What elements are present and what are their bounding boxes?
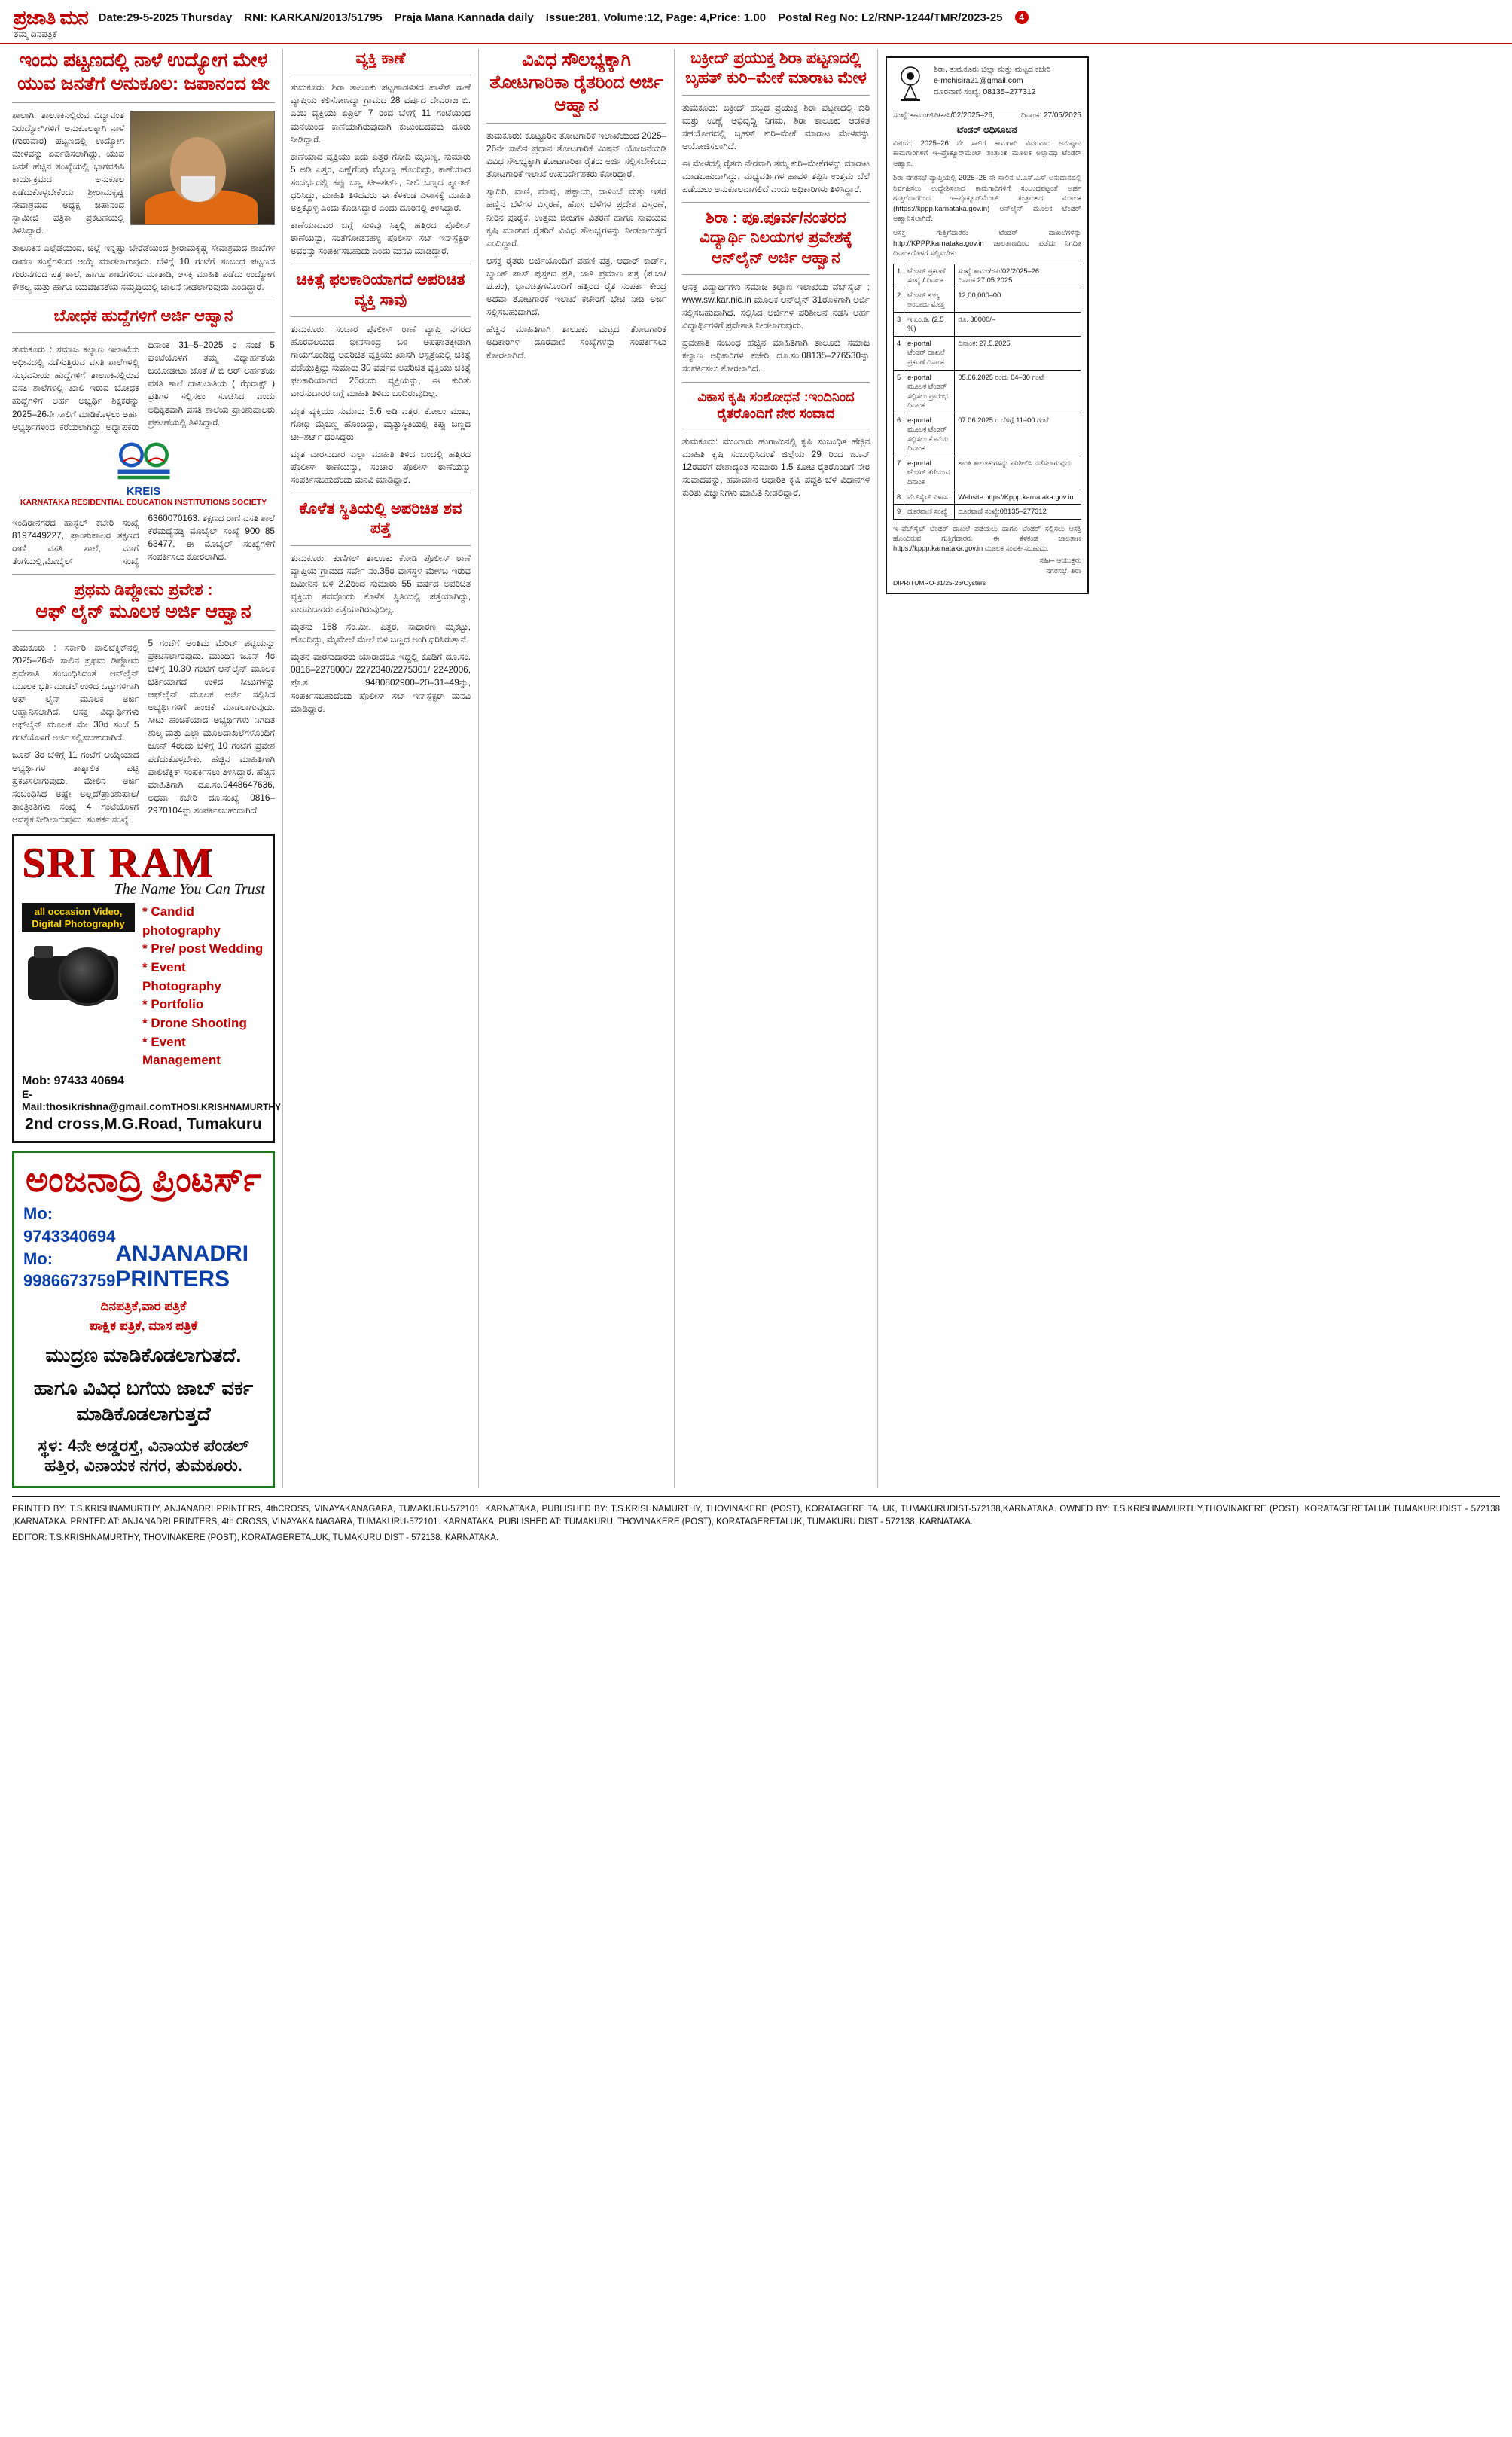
ad-sriram-badge: all occasion Video, Digital Photography bbox=[22, 903, 135, 932]
article-body-p2: ಮೃತನು 168 ಸೆಂ.ಮೀ. ಎತ್ತರ, ಸಾಧಾರಣ ಮೈಕಟ್ಟು, ಹೊಂದಿದ್ದು, ಮೈಮೇಲೆ ಮೇಲೆ ಬಿಳಿ ಬಣ್ಣದ ಅಂಗಿ ಧರಿಸಿರುತ್ತಾನೆ. bbox=[291, 621, 471, 645]
ad-sri-ram[interactable] bbox=[12, 834, 282, 1143]
table-row bbox=[894, 505, 1081, 520]
headline-missing-person: ವ್ಯಕ್ತಿ ಕಾಣೆ bbox=[355, 50, 406, 67]
article-employment-p1: ಶಾಲಾಗಿ: ತಾಲೂಕಿನಲ್ಲಿರುವ ವಿದ್ಯಾವಂತ ನಿರುದ್ಯೋಗಿಗಳಿಗೆ ಅನುಕೂಲಕ್ಕಾಗಿ ನಾಳೆ (ಗುರುವಾರ) ಪಟ್ಟಣದಲ್ಲಿ ಉದ್ಯೋಗ ಮೇಳವನ್ನು ಏರ್ಪಡಿಸಲಾಗಿದ್ದು, ಯುವ ಜನತೆ ಹೆಚ್ಚಿನ ಸಂಖ್ಯೆಯಲ್ಲಿ ಭಾಗವಹಿಸಿ ಕಾರ್ಯಕ್ರಮದ ಅನುಕೂಲ ಪಡೆದುಕೊಳ್ಳಬೇಕೆಂದು ಶ್ರೀರಾಮಕೃಷ್ಣ ಸೇವಾಶ್ರಮದ ಅಧ್ಯಕ್ಷ ಜಪಾನಂದ ಸ್ವಾಮೀಜಿ ಪತ್ರಿಕಾ ಪ್ರಕಟಣೆಯಲ್ಲಿ ತಿಳಿಸಿದ್ದಾರೆ. bbox=[12, 109, 124, 236]
tender-footnote: ಇ–ವೆಬ್‌ಸೈಟ್ ಟೆಂಡರ್ ದಾಖಲೆ ಪಡೆಯಲು ಹಾಗೂ ಟೆಂಡರ್ ಸಲ್ಲಿಸಲು ಆಸಕ್ತಿ ಹೊಂದಿರುವ ಗುತ್ತಿಗೆದಾರರು ಈ ಕೆಳಕಂಡ ಜಾಲತಾಣ https://kppp.karnataka.gov.in ಮೂಲಕ ಸಂಪರ್ಕಿಸಬಹುದು. bbox=[893, 523, 1081, 552]
tender-org: ಶಿರಾ, ತುಮಕೂರು ಜಿಲ್ಲಾ ಮತ್ತು ಮಟ್ಟದ ಕಚೇರಿ bbox=[934, 65, 1051, 74]
article-teaching-contacts: ಇಂದಿರಾನಗರದ ಹಾಸ್ಟೆಲ್ ಕಚೇರಿ ಸಂಖ್ಯೆ 8197449227, ಪ್ರಾಂಶುಪಾಲರ ತಕ್ಷಣದ ರಾಣಿ ವಸತಿ ಶಾಲೆ, ಮಾಗೆ ತೆಂಗೆಯಲ್ಲಿ,ಮೊಬೈಲ್ ಸಂಖ್ಯೆ 6360070163. ತಕ್ಷಣದ ರಾಣಿ ವಸತಿ ಶಾಲೆ ಕೆರೆಮಧ್ಯೆನಡ್ಡಿ ಮೊಬೈಲ್ ಸಂಖ್ಯೆ 900 85 63477, ಈ ಮೊಬೈಲ್ ಸಂಖ್ಯೆಗಳಿಗೆ ಸಂಪರ್ಕಿಸಲು ಕೋರಲಾಗಿದೆ. bbox=[12, 512, 275, 567]
headline-unidentified-death: ಚಿಕಿತ್ಸೆ ಫಲಕಾರಿಯಾಗದೆ ಅಪರಿಚಿತ ವ್ಯಕ್ತಿ ಸಾವು bbox=[296, 271, 465, 309]
ad-service-item: * Candid photography bbox=[142, 904, 221, 938]
table-row bbox=[894, 370, 1081, 413]
ad-service-item: * Event Photography bbox=[142, 959, 221, 993]
headline-teaching-posts: ಬೋಧಕ ಹುದ್ದೆಗಳಿಗೆ ಅರ್ಜಿ ಆಹ್ವಾನ bbox=[53, 307, 233, 325]
ad-sriram-tagline: The Name You Can Trust bbox=[114, 881, 265, 898]
article-diploma-p2: ಜೂನ್ 3ರ ಬೆಳಿಗ್ಗೆ 11 ಗಂಟೆಗೆ ಆಯ್ಕೆಯಾದ ಅಭ್ಯರ್ಥಿಗಳ ತಾತ್ಕಾಲಿಕ ಪಟ್ಟಿ ಪ್ರಕಟಿಸಲಾಗುವುದು. ಮೇಲಿನ ಅರ್ಜಿ ಸಂಬಂಧಿಸಿದ ಅಷ್ಟೇ ಅಲ್ಲದೆ/ಪ್ರಾಂಶುಪಾಲ/ ತಾಂತ್ರಿಕತಿಗಳು ಸಂಖ್ಯೆ 4 ಗಂಟೆಯೊಳಗೆ ಆವಶ್ಯಕ ನೀಡಿಲಾಗುವುದು. ಸಂಪರ್ಕ ಸಂಖ್ಯೆ bbox=[12, 749, 139, 825]
cell-value: 05.06.2025 ರಂದು 04–30 ಗಂಟೆ bbox=[955, 370, 1081, 413]
kreis-logo-icon bbox=[110, 440, 178, 483]
tender-title: ಟೆಂಡರ್ ಅಧಿಸೂಚನೆ bbox=[957, 124, 1017, 135]
ad-anjanadri-line-1: ದಿನಪತ್ರಿಕೆ,ವಾರ ಪತ್ರಿಕೆ bbox=[100, 1299, 187, 1314]
tender-para-1: ಶಿರಾ ನಗರಸಭೆ ವ್ಯಾಪ್ತಿಯಲ್ಲಿ 2025–26 ನೇ ಸಾಲಿನ ಟಿ.ಎಸ್.ಎಸ್ ಅನುದಾನದಲ್ಲಿ ನಿರ್ವಹಿಸಲು ಉದ್ದೇಶಿಸಲಾದ ಕಾಮಗಾರಿಗಳಿಗೆ ಸಂಬಂಧಪಟ್ಟಂತೆ ಅರ್ಹ ಗುತ್ತಿಗೆದಾರರಿಂದ ಇ–ಪ್ರೊಕ್ಯೂರ್‌ಮೆಂಟ್ ತಂತ್ರಾಂಶದ ಮೂಲಕ (https://kppp.karnataka.gov.in) ಆನ್‌ಲೈನ್ ಮೂಲಕ ಟೆಂಡರ್ ಆಹ್ವಾನಿಸಲಾಗಿದೆ. bbox=[893, 174, 1081, 223]
rni-number: RNI: KARKAN/2013/51795 bbox=[244, 11, 383, 24]
cell-value: Website:https//Kppp.karnataka.gov.in bbox=[955, 490, 1081, 505]
cell-sl: 8 bbox=[894, 490, 904, 505]
tender-intro: ವಿಷಯ: 2025–26 ನೇ ಸಾಲಿಗೆ ಕಾಮಗಾರಿ ವಿವರವಾದ ಅನುಷ್ಠಾನ ಕಾಮಗಾರಿಗಳಿಗೆ ಇ–ಪ್ರೊಕ್ಯೂರ್‌ಮೆಂಟ್ ತಂತ್ರಾಂಶ ಮೂಲಕ ಅಲ್ಪಾವಧಿ ಟೆಂಡರ್ ಆಹ್ವಾನ. bbox=[893, 139, 1081, 168]
article-diploma-p3: 5 ಗಂಟೆಗೆ ಅಂತಿಮ ಮೆರಿಟ್ ಪಟ್ಟಿಯನ್ನು ಪ್ರಕಟಿಸಲಾಗುವುದು. ಮುಂದಿನ ಜೂನ್ 4ರ ಬೆಳಿಗ್ಗೆ 10.30 ಗಂಟೆಗೆ ಆನ್‌ಲೈನ್ ಮೂಲಕ ಭರ್ತಿಯಾಗದೆ ಉಳಿದ ಸೀಟುಗಳನ್ನು ಆಫ್‌ಲೈನ್ ಮೂಲಕ ಅರ್ಜಿ ಸಲ್ಲಿಸಿದ ಅಭ್ಯರ್ಥಿಗಳಿಗೆ ಹಂಚಿಕೆ ಮಾಡಲಾಗುವುದು. ಸೀಟು ಹಂಚಿಕೆಯಾದ ಅಭ್ಯರ್ಥಿಗಳು ನಿಗದಿತ ಶುಲ್ಕ ಮತ್ತು ಎಲ್ಲಾ ಮೂಲದಾಖಲೆಗಳೊಂದಿಗೆ ಜೂನ್ 4ರಂದು ಬೆಳಿಗ್ಗೆ 10 ಗಂಟೆಗೆ ಪ್ರವೇಶ ಪಡೆದುಕೊಳ್ಳಬೇಕು. ಹೆಚ್ಚಿನ ಮಾಹಿತಿಗಾಗಿ ಪಾಲಿಟೆಕ್ನಿಕ್ ಸಂಪರ್ಕಿಸಲು ತಿಳಿಸಿದ್ದಾರೆ. ಹೆಚ್ಚಿನ ಮಾಹಿತಿಗಾಗಿ ದೂ.ಸಂ.9448647636, ಅಥವಾ ಕಚೇರಿ ದೂ.ಸಂಖ್ಯೆ 0816–2970104ನ್ನು ಸಂಪರ್ಕಿಸಬಹುದಾಗಿದೆ. bbox=[148, 637, 275, 816]
camera-icon bbox=[22, 937, 135, 1006]
tender-email: e-mchisira21@gmail.com bbox=[934, 76, 1023, 86]
ad-service-item: * Event Management bbox=[142, 1034, 221, 1068]
article-horticulture-p2: ಸ್ವಾದಿರಿ, ವಾಣಿ, ಮಾವು, ಪಪ್ಪಾಯ, ದಾಳಿಂಬೆ ಮತ್ತು ಇತರೆ ಹಣ್ಣಿನ ಬೆಳೆಗಳ ವಿಸ್ತರಣೆ, ಹೊಸ ಬೆಳೆಗಳ ಪ್ರದೇಶ ವಿಸ್ತರಣೆ, ನೀರಿನ ಪೂರೈಕೆ, ಉತ್ತಮ ಬೀಜಗಳ ವಿತರಣೆ ಹಾಗೂ ಸಾವಯವ ಕೃಷಿ ಮಾಡುವ ರೈತರಿಗೆ ವಿವಿಧ ಸೌಲಭ್ಯಗಳನ್ನು ನೀಡಲಾಗುತ್ತದೆ ಎಂದಿದ್ದಾರೆ. bbox=[486, 186, 666, 249]
publication-date: Date:29-5-2025 Thursday bbox=[98, 11, 233, 24]
table-row bbox=[894, 264, 1081, 288]
article-teaching-p1: ತುಮಕೂರು : ಸಮಾಜ ಕಲ್ಯಾಣ ಇಲಾಖೆಯ ಅಧೀನದಲ್ಲಿ ನಡೆಸುತ್ತಿರುವ ವಸತಿ ಶಾಲೆಗಳಲ್ಲಿ ಸಂಭವನೀಯ ಹುದ್ದೆಗಳಿಗೆ ತಾಲೂಕಿನಲ್ಲಿರುವ ವಸತಿ ಶಾಲೆಗಳಲ್ಲಿ ಖಾಲಿ ಇರುವ ಬೋಧಕ ಹುದ್ದೆಗಳಿಗೆ ಅರ್ಹ ಅಭ್ಯರ್ಥಿ ಶಿಕ್ಷಕರನ್ನು 2025–26ನೇ ಸಾಲಿಗೆ ಮಾಡಿಕೊಳ್ಳಲು ಅರ್ಹ ಅಭ್ಯರ್ಥಿಗಳಿಂದ ಕರೆಯಲಾಗಿದ್ದು ಅಧ್ಯಾಪಕರು ದಿನಾಂಕ 31–5–2025 ರ ಸಂಜೆ 5 ಘಂಟೆಯೊಳಗೆ ತಮ್ಮ ವಿದ್ಯಾರ್ಹತೆಯ ಬಯೋಡೇಟಾ ಜೊತೆ // ಬಿ ಆರ್ ಅರ್ಹತೆಯ ವಸತಿ ಶಾಲೆ ದಾಖಲಾತಿಯ ( ಝೆರಾಕ್ಸ್ ) ಪ್ರತಿಗಳ ಸಲ್ಲಿಸಲು ಸೂಚಿಸಿದ ಎಂದು ಅಧಿಕೃತವಾಗಿ ವಸತಿ ಶಾಲೆಯ ಪ್ರಾಂಶುಪಾಲರು ಪ್ರಕಟಣೆಯಲ್ಲಿ ತಿಳಿಸಿದ್ದಾರೆ. bbox=[12, 340, 275, 432]
cell-desc: e-portal ಟೆಂಡರ್ ದಾಖಲೆ ಪ್ರಕಟಣೆ ದಿನಾಂಕ bbox=[904, 336, 955, 370]
article-goat-p2: ಈ ಮೇಳದಲ್ಲಿ ರೈತರು ನೇರವಾಗಿ ತಮ್ಮ ಕುರಿ–ಮೇಕೆಗಳನ್ನು ಮಾರಾಟ ಮಾಡಬಹುದಾಗಿದ್ದು, ಮಧ್ಯವರ್ತಿಗಳ ಹಾವಳಿ ತಪ್ಪಿಸಿ ಉತ್ತಮ ಬೆಲೆ ಪಡೆಯಲು ಅನುಕೂಲವಾಗಲಿದೆ ಎಂದು ಅಧಿಕಾರಿಗಳು ತಿಳಿಸಿದ್ದಾರೆ. bbox=[682, 157, 870, 195]
cell-desc: e-portal ಮೂಲಕ ಟೆಂಡರ್ ಸಲ್ಲಿಸಲು ಕೊನೆಯ ದಿನಾಂಕ bbox=[904, 413, 955, 456]
column-left bbox=[12, 49, 283, 1488]
headline-diploma-admission: ಪ್ರಥಮ ಡಿಪ್ಲೋಮ ಪ್ರವೇಶ : bbox=[74, 581, 213, 599]
column-five bbox=[878, 49, 1089, 1488]
ad-service-item: * Pre/ post Wedding bbox=[142, 941, 264, 956]
ad-sriram-title: SRI RAM bbox=[22, 840, 215, 887]
table-row bbox=[894, 456, 1081, 490]
article-horticulture-p1: ತುಮಕೂರು: ಕೊಟ್ಟೂರಿನ ತೋಟಗಾರಿಕೆ ಇಲಾಖೆಯಿಂದ 2025–26ನೇ ಸಾಲಿನ ಪ್ರಧಾನ ತೋಟಗಾರಿಕೆ ಮಿಷನ್ ಯೋಜನೆಯಡಿ ವಿವಿಧ ಸೌಲಭ್ಯಕ್ಕಾಗಿ ತೋಟಗಾರಿಕಾ ರೈತರು ಅರ್ಜಿ ಸಲ್ಲಿಸಬೇಕೆಂದು ತೋಟಗಾರಿಕೆ ಇಲಾಖೆ ಉಪನಿರ್ದೇಶಕರು ಕೋರಿದ್ದಾರೆ. bbox=[486, 130, 666, 180]
cell-sl: 5 bbox=[894, 370, 904, 413]
article-diploma-p1: ತುಮಕೂರು : ಸರ್ಕಾರಿ ಪಾಲಿಟೆಕ್ನಿಕ್‌ನಲ್ಲಿ 2025–26ನೇ ಸಾಲಿನ ಪ್ರಥಮ ಡಿಪ್ಲೋಮ ಪ್ರವೇಶಾತಿ ಸಂಬಂಧಿಸಿದಂತೆ ಆನ್‌ಲೈನ್ ಮೂಲಕ ಭರ್ತಿಮಾಡಲೆ ಉಳಿದ ಒಟ್ಟುಗಳಿಗಾಗಿ ಆಫ್ ಲೈನ್ ಮೂಲಕ ಅರ್ಜಿ ಆಹ್ವಾನಿಸಲಾಗಿದೆ. ಆಸಕ್ತ ವಿದ್ಯಾರ್ಥಿಗಳು ಆಫ್‌ಲೈನ್ ಮೂಲಕ ಮೇ 30ರ ಸಂಜೆ 5 ಗಂಟೆಯೊಳಗೆ ಅರ್ಜಿ ಸಲ್ಲಿಸಬಹುದಾಗಿದೆ. bbox=[12, 642, 139, 743]
cell-desc: ದೂರವಾಣಿ ಸಂಖ್ಯೆ bbox=[904, 505, 955, 520]
table-row bbox=[894, 312, 1081, 336]
cell-sl: 6 bbox=[894, 413, 904, 456]
article-body-p3: ಮೃತನ ವಾರಸುದಾರರು ಯಾರಾದರೂ ಇದ್ದಲ್ಲಿ ಕೊಡಿಗೆ ದೂ.ಸಂ. 0816–2278000/ 2272340/2275301/ 2242006, ಪೊ.ಸ 9480802900–20–31–49ನ್ನು, ಸಂಪರ್ಕಿಸಬಹುದೆಂದು ಪೊಲೀಸ್ ಸಬ್ ಇನ್‌ಸ್ಪೆಕ್ಟರ್ ಮನವಿ ಮಾಡಿದ್ದಾರೆ. bbox=[291, 651, 471, 714]
ad-anjanadri-address: ಸ್ಥಳ: 4ನೇ ಅಡ್ಡರಸ್ತೆ, ವಿನಾಯಕ ಪೆಂಡಲ್ ಹತ್ತಿರ, ವಿನಾಯಕ ನಗರ, ತುಮಕೂರು. bbox=[38, 1435, 249, 1475]
table-row bbox=[894, 413, 1081, 456]
daily-name: Praja Mana Kannada daily bbox=[394, 11, 534, 24]
column-two bbox=[283, 49, 479, 1488]
ad-sriram-mobile: Mob: 97433 40694 bbox=[22, 1074, 125, 1087]
table-row bbox=[894, 288, 1081, 312]
tender-date: ದಿನಾಂಕ: 27/05/2025 bbox=[1020, 111, 1081, 120]
newspaper-logo bbox=[14, 8, 88, 38]
ad-sriram-address: 2nd cross,M.G.Road, Tumakuru bbox=[25, 1115, 262, 1133]
cell-value: ರೂ. 30000/– bbox=[955, 312, 1081, 336]
government-emblem-icon bbox=[893, 64, 928, 106]
cell-desc: ವೆಬ್‌ಸೈಟ್ ವಿಳಾಸ bbox=[904, 490, 955, 505]
headline-horticulture: ವಿವಿಧ ಸೌಲಭ್ಯಕ್ಕಾಗಿ ತೋಟಗಾರಿಕಾ ರೈತರಿಂದ ಅರ್ಜಿ ಆಹ್ವಾನ bbox=[489, 50, 663, 115]
tender-phone: ದೂರವಾಣಿ ಸಂಖ್ಯೆ: 08135–277312 bbox=[934, 87, 1036, 97]
tender-ref: ಸಂಖ್ಯೆ:ತಾಮಂ/ಜಿಪಿ/ಕಾಸಿ/02/2025–26, bbox=[893, 111, 995, 120]
kreis-subtitle: KARNATAKA RESIDENTIAL EDUCATION INSTITUTIONS SOCIETY bbox=[20, 497, 267, 507]
column-three bbox=[479, 49, 675, 1488]
article-death-p1: ತುಮಕೂರು: ಸಂಚಾರ ಪೊಲೀಸ್ ಠಾಣೆ ವ್ಯಾಪ್ತಿ ನಗರದ ಹೊರವಲಯದ ಭೀನಸಾಂದ್ರ ಬಳಿ ಅಪಘಾತಕ್ಕೀಡಾಗಿ ಗಾಯಗೊಂಡಿದ್ದ ಅಪರಿಚಿತ ವ್ಯಕ್ತಿಯು ಖಾಸಗಿ ಆಸ್ಪತ್ರೆಯಲ್ಲಿ ಚಿಕಿತ್ಸೆ ಪಡೆಯುತ್ತಿದ್ದು ಸುಮಾರು 30 ವರ್ಷದ ಅಪರಿಚಿತ ವ್ಯಕ್ತಿಯು ಚಿಕಿತ್ಸೆ ಫಲಕಾರಿಯಾಗದೆ 26ರಂದು ವ್ಯಕ್ತಿಯನ್ನು, ಈ ಕುರಿತು ವಾರಸುದಾರರ ಬಗ್ಗೆ ಮಾಹಿತಿ ತಿಳಿದು ಬಂದಿರುವುದಿಲ್ಲ. bbox=[291, 323, 471, 399]
article-hostel-p2: ಪ್ರವೇಶಾತಿ ಸಂಬಂಧ ಹೆಚ್ಚಿನ ಮಾಹಿತಿಗಾಗಿ ತಾಲೂಕು ಸಮಾಜ ಕಲ್ಯಾಣ ಅಧಿಕಾರಿಗಳ ಕಚೇರಿ ದೂ.ಸಂ.08135–276530ನ್ನು ಸಂಪರ್ಕಿಸಲು ಕೋರಲಾಗಿದೆ. bbox=[682, 337, 870, 374]
ad-sriram-owner: THOSI.KRISHNAMURTHY bbox=[171, 1101, 282, 1112]
cell-value: ದಿನಾಂಕ: 27.5.2025 bbox=[955, 336, 1081, 370]
cell-value: 12,00,000–00 bbox=[955, 288, 1081, 312]
tender-sign-1: ಸಹಿ/– ಆಯುಕ್ತರು bbox=[1039, 557, 1081, 566]
article-missing-p2: ಕಾಣೆಯಾದ ವ್ಯಕ್ತಿಯು ಐದು ಎತ್ತರ ಗೋದಿ ಮೈಬಣ್ಣ, ಸುಮಾರು 5 ಅಡಿ ಎತ್ತರ, ಎಣ್ಣೆಗೆಂಪು ಮೈಬಣ್ಣ ಹೊಂದಿದ್ದು, ಕಾಣೆಯಾದ ಸಂದರ್ಭದಲ್ಲಿ ಕಪ್ಪು ಬಣ್ಣ ಟೀ–ಶರ್ಟ್, ನೀಲಿ ಬಣ್ಣದ ಪ್ಯಾಂಟ್ ಧರಿಸಿದ್ದು, ಮಾಹಿತಿ ತಿಳಿದವರು ಈ ಕೆಳಕಂಡ ವಿಳಾಸಕ್ಕೆ ಮಾಹಿತಿ ಅತ್ತಿಕ್ಕೊಳ್ಳಿ ಎಂದು ಕೊಡಿಸಿದ್ದಾರೆ ಎಂದು ದೂರಿನಲ್ಲಿ ತಿಳಿಸಿದ್ದಾರೆ. bbox=[291, 151, 471, 214]
footer-editor: EDITOR: T.S.KRISHNAMURTHY, THOVINAKERE (POST), KORATAGERETALUK, TUMAKURU DIST - 572138. KARNATAKA. bbox=[12, 1533, 499, 1543]
footer-imprint: PRINTED BY: T.S.KRISHNAMURTHY, ANJANADRI PRINTERS, 4thCROSS, VINAYAKANAGARA, TUMAKURU-572101. KARNATAKA, PUBLISHED BY: T.S.KRISHNAMURTHY, THOVINAKERE (POST), KORATAGERE TALUK, TUMAKURUDIST-572138,KARNATAKA. OWNED BY: T.S.KRISHNAMURTHY,THOVINAKERE (POST), KORATAGERETALUK,TUMAKURUDIST - 572138 ,KARNATAKA. PRNTED AT: ANJANADRI PRINTERS, 4th CROSS, VINAYAKA NAGARA, TUMAKURU-572101. KARNATAKA, PUBLISHED AT: TUMAKURU, THOVINAKERE (POST), KORATAGERETALUK, TUMAKURU DIST - 572138, KARNATAKA. bbox=[12, 1504, 1500, 1527]
article-body-p1: ತುಮಕೂರು: ಕುಣಿಗಲ್ ತಾಲೂಕು ಕೋಡಿ ಪೊಲೀಸ್ ಠಾಣೆ ವ್ಯಾಪ್ತಿಯ ಗ್ರಾಮದ ಸರ್ವೇ ನಂ.35ರ ವಾಸಸ್ಥಳ ಮೇಳಬ ಇರುವ ಜಮೀನಿನ ಬಳಿ 2.2ರಿಂದ ಸುಮಾರು 55 ವರ್ಷದ ಅಪರಿಚಿತ ವ್ಯಕ್ತಿಯ ಶವವೊಂದು ಕೊಳೆತ ಸ್ಥಿತಿಯಲ್ಲಿ ಪತ್ತೆಯಾಗಿದ್ದು, ವಾರಸುದಾರರು ಪತ್ತೆಯಾಗಿರುವುದಿಲ್ಲ. bbox=[291, 552, 471, 615]
article-death-p3: ಮೃತ ವಾರಸುದಾರ ಎಲ್ಲಾ ಮಾಹಿತಿ ತಿಳಿದ ಬಂದಲ್ಲಿ ಹತ್ತಿರದ ಪೊಲೀಸ್ ಠಾಣೆಯನ್ನು, ಸಂಚಾರ ಪೊಲೀಸ್ ಠಾಣೆಯನ್ನು ಸಂಪರ್ಕಿಸಬಹುದೆಂದು ಮನವಿ ಮಾಡಿದ್ದಾರೆ. bbox=[291, 448, 471, 485]
tender-notice bbox=[886, 56, 1089, 594]
article-horticulture-p3: ಆಸಕ್ತ ರೈತರು ಅರ್ಜಿಯೊಂದಿಗೆ ಪಹಣಿ ಪತ್ರ, ಆಧಾರ್ ಕಾರ್ಡ್, ಬ್ಯಾಂಕ್ ಪಾಸ್ ಪುಸ್ತಕದ ಪ್ರತಿ, ಜಾತಿ ಪ್ರಮಾಣ ಪತ್ರ (ಪ.ಜಾ/ಪ.ಪಂ), ಭಾವಚಿತ್ರಗಳೊಂದಿಗೆ ಹತ್ತಿರದ ರೈತ ಸಂಪರ್ಕ ಕೇಂದ್ರ ಅಥವಾ ತೋಟಗಾರಿಕೆ ಇಲಾಖೆ ಕಚೇರಿಗೆ ಭೇಟಿ ನೀಡಿ ಅರ್ಜಿ ಸಲ್ಲಿಸಬಹುದಾಗಿದೆ. bbox=[486, 255, 666, 318]
page-number-badge: 4 bbox=[1015, 11, 1029, 24]
tender-dipr-code: DIPR/TUMRO-31/25-26/Oysters bbox=[893, 578, 986, 587]
column-four bbox=[675, 49, 878, 1488]
table-row bbox=[894, 336, 1081, 370]
ad-sriram-email: E-Mail:thosikrishna@gmail.com bbox=[22, 1087, 172, 1112]
ad-anjanadri-english-title: ANJANADRI PRINTERS bbox=[115, 1241, 249, 1292]
article-death-p2: ಮೃತ ವ್ಯಕ್ತಿಯು ಸುಮಾರು 5.6 ಅಡಿ ಎತ್ತರ, ಕೋಲು ಮುಖ, ಗೋಧಿ ಮೈಬಣ್ಣ ಹೊಂದಿದ್ದು, ಮೃತ್ಯುಸ್ಥಿತಿಯಲ್ಲಿ ಕಪ್ಪು ಬಣ್ಣದ ಟೀ–ಶರ್ಟ್ ಧರಿಸಿದ್ದರು. bbox=[291, 405, 471, 442]
logo-title: ಪ್ರಜಾತಿ ಮನ bbox=[14, 6, 88, 29]
kreis-title: KREIS bbox=[126, 484, 161, 498]
headline-goat-fair: ಬಕ್ರೀದ್ ಪ್ರಯುಕ್ತ ಶಿರಾ ಪಟ್ಟಣದಲ್ಲಿ ಬೃಹತ್ ಕುರಿ–ಮೇಕೆ ಮಾರಾಟ ಮೇಳ bbox=[685, 50, 867, 87]
cell-desc: ಟೆಂಡರ್ ಪ್ರಕಟಣೆ ಸಂಖ್ಯೆ / ದಿನಾಂಕ bbox=[904, 264, 955, 288]
headline-diploma-offline: ಆಫ್ ಲೈನ್ ಮೂಲಕ ಅರ್ಜಿ ಆಹ್ವಾನ bbox=[35, 601, 251, 623]
cell-desc: e-portal ಮೂಲಕ ಟೆಂಡರ್ ಸಲ್ಲಿಸಲು ಪ್ರಾರಂಭ ದಿನಾಂಕ bbox=[904, 370, 955, 413]
ad-anjanadri-line-4: ಹಾಗೂ ವಿವಿಧ ಬಗೆಯ ಜಾಬ್ ವರ್ಕ ಮಾಡಿಕೊಡಲಾಗುತ್ತದೆ bbox=[33, 1376, 254, 1425]
article-horticulture-p4: ಹೆಚ್ಚಿನ ಮಾಹಿತಿಗಾಗಿ ತಾಲೂಕು ಮಟ್ಟದ ತೋಟಗಾರಿಕೆ ಅಧಿಕಾರಿಗಳ ದೂರವಾಣಿ ಸಂಖ್ಯೆಗಳನ್ನು ಸಂಪರ್ಕಿಸಲು ಕೋರಲಾಗಿದೆ. bbox=[486, 324, 666, 361]
ad-service-item: * Portfolio bbox=[142, 997, 204, 1012]
cell-value: 07.06.2025 ರ ಬೆಳಿಗ್ಗೆ 11–00 ಗಂಟೆ bbox=[955, 413, 1081, 456]
ad-anjanadri-printers[interactable] bbox=[12, 1151, 275, 1488]
page-body bbox=[0, 44, 1512, 1488]
issue-info: Issue:281, Volume:12, Page: 4,Price: 1.00 bbox=[545, 11, 767, 24]
masthead bbox=[0, 0, 1512, 44]
tender-para-2: ಆಸಕ್ತ ಗುತ್ತಿಗೆದಾರರು ಟೆಂಡರ್ ದಾಖಲೆಗಳನ್ನು http://KPPP.karnataka.gov.in ಜಾಲತಾಣದಿಂದ ಪಡೆದು ನಿಗದಿತ ದಿನಾಂಕದೊಳಗೆ ಸಲ್ಲಿಸಬೇಕು. bbox=[893, 229, 1081, 258]
logo-subtitle: ತಮ್ಮ ದಿನಪತ್ರಿಕೆ bbox=[14, 29, 57, 39]
cell-sl: 2 bbox=[894, 288, 904, 312]
cell-value: ದೂರವಾಣಿ ಸಂಖ್ಯೆ:08135–277312 bbox=[955, 505, 1081, 520]
article-employment-p2: ತಾಲೂಕಿನ ಎಲ್ಲೆಡೆಯಿಂದ, ಜಿಲ್ಲೆ ಇನ್ನಷ್ಟು ಬೇರೆಡೆಯಿಂದ ಶ್ರೀರಾಮಕೃಷ್ಣ ಸೇವಾಶ್ರಮದ ಶಾಖೆಗಳ ರಾವಣ ಸಂಸ್ಥೆಗಳಿಂದ ಆಯ್ಕೆ ಮಾಡಲಾಗುವುದು. ಬೆಳಿಗ್ಗೆ 10 ಗಂಟೆಗೆ ಸಂಬಂಧ ಪಟ್ಟಣದ ಗುರುನಗರದ ಪತ್ರ ಶಾಲೆ, ಹಾಗೂ ಶಾಖೆಗಳಿಂದ ಮಾತಾಡಿ, ಆಸಕ್ತಿ ಮಾಹಿತಿ ಪಡೆದು ಉದ್ಯೋಗ ಕೌಶಲ್ಯ ಮತ್ತು ಹಾಗೂ ಯುವಜನತೆಯ ಸಮೃದ್ಧಿಯಲ್ಲಿ ಚಾಲನೆ ನೀಡಲಾಗುವುದು ಎಂದಿದ್ದಾರೆ. bbox=[12, 242, 275, 292]
ad-anjanadri-mobile-2: Mo: 9986673759 bbox=[23, 1249, 116, 1291]
cell-desc: ಟೆಂಡರ್ ಶುಲ್ಕ ಅಂದಾಜು ಮೊತ್ತ bbox=[904, 288, 955, 312]
table-row bbox=[894, 490, 1081, 505]
ad-anjanadri-mobile-1: Mo: 9743340694 bbox=[23, 1204, 116, 1246]
cell-desc: e-portal ಟೆಂಡರ್ ತೆರೆಯುವ ದಿನಾಂಕ bbox=[904, 456, 955, 490]
article-goat-p1: ತುಮಕೂರು: ಬಕ್ರೀದ್ ಹಬ್ಬದ ಪ್ರಯುಕ್ತ ಶಿರಾ ಪಟ್ಟಣದಲ್ಲಿ ಕುರಿ ಮತ್ತು ಉಣ್ಣೆ ಅಭಿವೃದ್ಧಿ ನಿಗಮ, ಶಿರಾ ತಾಲೂಕು ಆಡಳಿತ ಸಹಯೋಗದಲ್ಲಿ ಬೃಹತ್ ಕುರಿ–ಮೇಕೆ ಮಾರಾಟ ಮೇಳವನ್ನು ಆಯೋಜಿಸಲಾಗಿದೆ. bbox=[682, 102, 870, 151]
ad-sriram-services bbox=[142, 903, 265, 1070]
cell-sl: 7 bbox=[894, 456, 904, 490]
ad-anjanadri-kannada-title: ಅಂಜನಾದ್ರಿ ಪ್ರಿಂಟರ್ಸ್ bbox=[25, 1159, 262, 1199]
headline-agri-dialogue: ವಿಕಾಸ ಕೃಷಿ ಸಂಶೋಧನೆ :ಇಂದಿನಿಂದ ರೈತರೊಂದಿಗೆ ನೇರ ಸಂವಾದ bbox=[697, 389, 855, 422]
masthead-details bbox=[99, 8, 1498, 24]
cell-sl: 1 bbox=[894, 264, 904, 288]
article-missing-p1: ತುಮಕೂರು: ಶಿರಾ ತಾಲೂಕು ಪಟ್ಟಣಾಡಳಿತದ ಪಾಳೆಸ್ ಠಾಣೆ ವ್ಯಾಪ್ತಿಯ ಕಲಿಸೋಣದ್ಯಾ ಗ್ರಾಮದ 28 ವರ್ಷದ ದೇವರಾಜ ಬಿ. ಎಂಬ ವ್ಯಕ್ತಿಯು ಏಪ್ರಿಲ್ 7 ರಿಂದ ಬೆಳಿಗ್ಗೆ 11 ಗಂಟೆಯಿಂದ ಮನೆಯಿಂದ ಕಾಣೆಯಾಗಿರುವುದಾಗಿ ಕುಟುಂಬದವರು ದೂರು ನೀಡಿದ್ದಾರೆ. bbox=[291, 82, 471, 145]
tender-sign-2: ನಗರಸಭೆ, ಶಿರಾ bbox=[1046, 566, 1081, 575]
tender-table bbox=[893, 264, 1081, 520]
cell-sl: 4 bbox=[894, 336, 904, 370]
cell-value: ಸಂಖ್ಯೆ:ತಾಮಂ/ಜಿಪಿ/02/2025–26 ದಿನಾಂಕ:27.05.2025 bbox=[955, 264, 1081, 288]
postal-reg: Postal Reg No: L2/RNP-1244/TMR/2023-25 bbox=[778, 11, 1003, 24]
ad-anjanadri-line-2: ಪಾಕ್ಷಿಕ ಪತ್ರಿಕೆ, ಮಾಸ ಪತ್ರಿಕೆ bbox=[89, 1318, 198, 1333]
article-missing-p3: ಕಾಣೆಯಾದವರ ಬಗ್ಗೆ ಸುಳಿವು ಸಿಕ್ಕಲ್ಲಿ ಹತ್ತಿರದ ಪೊಲೀಸ್ ಠಾಣೆಯನ್ನು, ಸಂತೆಗೋಡನಹಳ್ಳಿ ಪೊಲೀಸ್ ಸಬ್ ಇನ್‌ಸ್ಪೆಕ್ಟರ್ ಅವರನ್ನು ಸಂಪರ್ಕಿಸಬಹುದು ಎಂದು ಮನವಿ ಮಾಡಿದ್ದಾರೆ. bbox=[291, 220, 471, 257]
ad-service-item: * Drone Shooting bbox=[142, 1015, 247, 1030]
page-footer bbox=[12, 1496, 1500, 1556]
headline-employment-fair: ಇಂದು ಪಟ್ಟಣದಲ್ಲಿ ನಾಳೆ ಉದ್ಯೋಗ ಮೇಳ ಯುವ ಜನತೆಗೆ ಅನುಕೂಲ: ಜಪಾನಂದ ಜೀ bbox=[17, 50, 270, 95]
article-agri-p1: ತುಮಕೂರು: ಮುಂಗಾರು ಹಂಗಾಮಿನಲ್ಲಿ ಕೃಷಿ ಸಂಬಂಧಿತ ಹೆಚ್ಚಿನ ಮಾಹಿತಿ ಕೃಷಿ ಸಂಬಂಧಿಸಿದಂತೆ ಜಿಲ್ಲೆಯ 29 ರಿಂದ ಜೂನ್ 12ರವರೆಗೆ ದೇಶಾದ್ಯಂತ ಸುಮಾರು 1.5 ಕೋಟಿ ರೈತರೊಂದಿಗೆ ನೇರ ಸಂವಾದವನ್ನು, ಹವಾಮಾನ ಆಧಾರಿತ ಕೃಷಿ ಪದ್ಧತಿ ಬೆಳೆ ವಿಧಾನಗಳ ಕುರಿತು ವಿಜ್ಞಾನಿಗಳು ಮಾಹಿತಿ ನೀಡಲಿದ್ದಾರೆ. bbox=[682, 435, 870, 498]
headline-decomposed-body: ಕೊಳೆತ ಸ್ಥಿತಿಯಲ್ಲಿ ಅಪರಿಚಿತ ಶವ ಪತ್ತೆ bbox=[299, 500, 462, 538]
cell-desc: ಇ.ಎಂ.ಡಿ. (2.5 %) bbox=[904, 312, 955, 336]
article-hostel-p1: ಆಸಕ್ತ ವಿದ್ಯಾರ್ಥಿಗಳು ಸಮಾಜ ಕಲ್ಯಾಣ ಇಲಾಖೆಯ ವೆಬ್‌ಸೈಟ್ : www.sw.kar.nic.in ಮೂಲಕ ಆನ್‌ಲೈನ್ 31ರೊಳಗಾಗಿ ಅರ್ಜಿ ಸಲ್ಲಿಸಬಹುದಾಗಿದೆ. ಸಲ್ಲಿಸಿದ ಅರ್ಜಿಗಳ ಪರಿಶೀಲನೆ ನಡೆಸಿ ಅರ್ಹ ವಿದ್ಯಾರ್ಥಿಗಳಿಗೆ ಪ್ರವೇಶಾತಿ ನೀಡಲಾಗುವುದು. bbox=[682, 281, 870, 331]
cell-value: ಶಾಂತಿ ತಾಲೂಕುಗಳನ್ನು ಪರಿಶೀಲಿಸಿ ನಡೆಸಲಾಗುವುದು bbox=[955, 456, 1081, 490]
cell-sl: 9 bbox=[894, 505, 904, 520]
ad-anjanadri-line-3: ಮುದ್ರಣ ಮಾಡಿಕೊಡಲಾಗುತದೆ. bbox=[45, 1344, 242, 1367]
swamiji-photo bbox=[130, 111, 275, 225]
cell-sl: 3 bbox=[894, 312, 904, 336]
headline-hostel-admission: ಶಿರಾ : ಪೂ.ಪೂರ್ವ/ನಂತರದ ವಿದ್ಯಾರ್ಥಿ ನಿಲಯಗಳ ಪ್ರವೇಶಕ್ಕೆ ಆನ್‌ಲೈನ್ ಅರ್ಜಿ ಆಹ್ವಾನ bbox=[700, 209, 852, 267]
